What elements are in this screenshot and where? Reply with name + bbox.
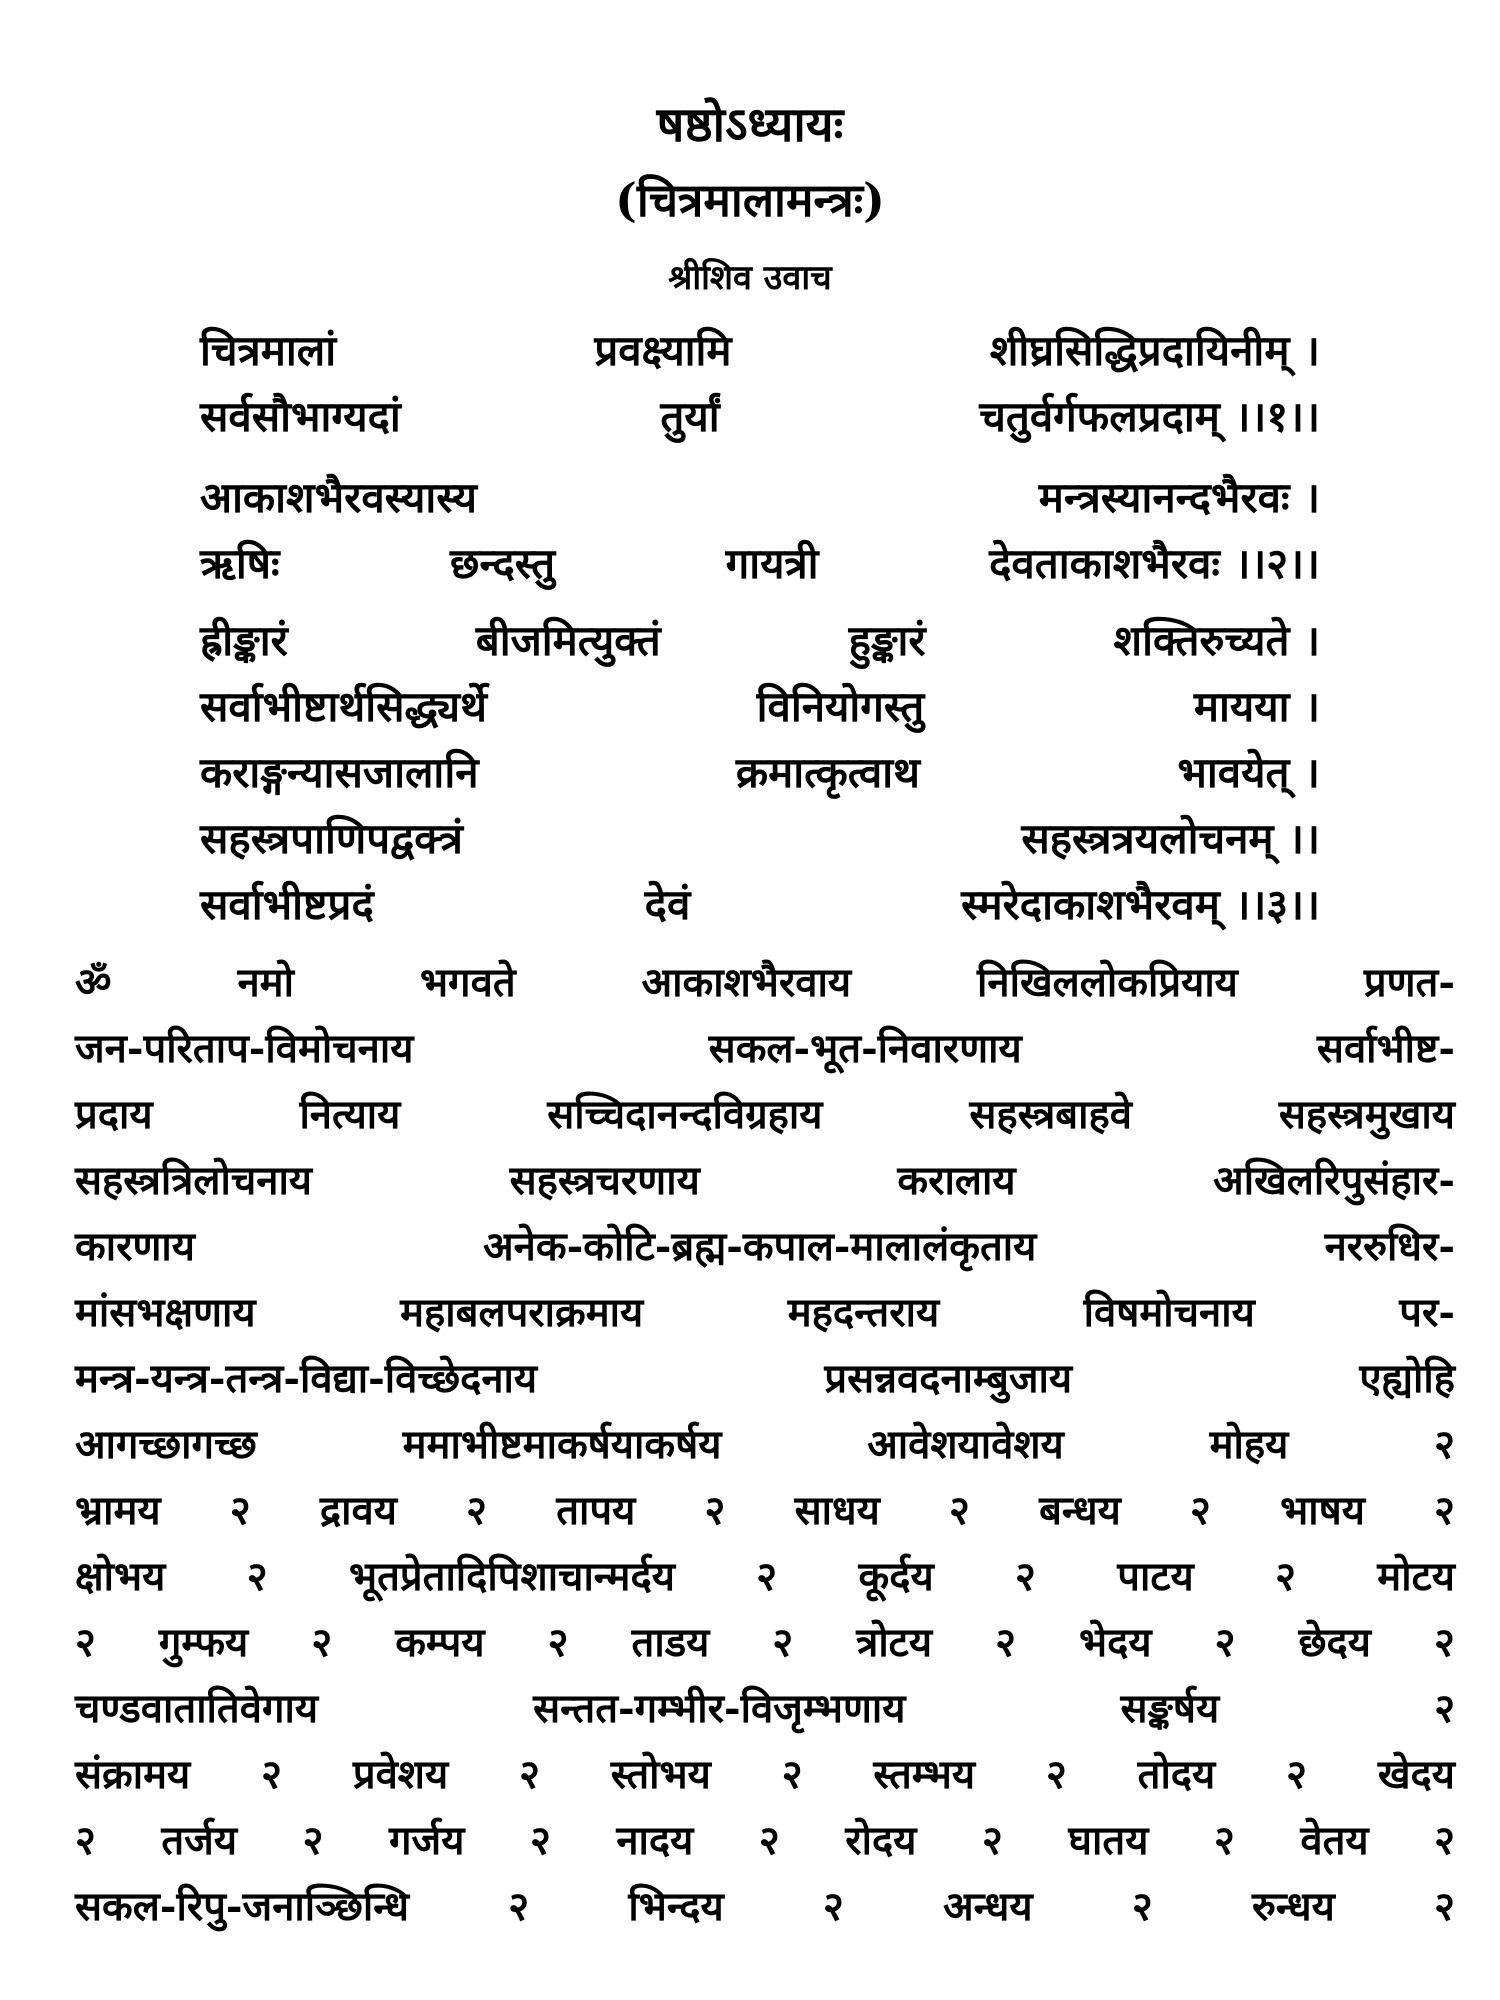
mantra-word: सकल-भूत-निवारणाय xyxy=(708,1025,1022,1072)
mantra-word: २ xyxy=(1434,1685,1455,1732)
chapter-subtitle: (चित्रमालामन्त्रः) xyxy=(615,173,885,227)
mantra-line xyxy=(75,1874,1455,1940)
mantra-word: २ xyxy=(75,1619,96,1666)
mantra-word: विषमोचनाय xyxy=(1083,1289,1255,1336)
mantra-word: २ xyxy=(982,1817,1003,1864)
mantra-line xyxy=(75,1280,1455,1346)
mantra-word: निखिललोकप्रियाय xyxy=(977,959,1238,1006)
mantra-word: तोदय xyxy=(1137,1751,1216,1798)
verse-word: शीघ्रसिद्धिप्रदायिनीम् । xyxy=(989,326,1320,375)
mantra-word: २ xyxy=(1434,1883,1455,1930)
mantra-word: सहस्त्रचरणाय xyxy=(509,1157,700,1204)
mantra-word: सहस्त्रत्रिलोचनाय xyxy=(75,1157,312,1204)
mantra-word: २ xyxy=(823,1883,844,1930)
mantra-word: कूर्दय xyxy=(858,1553,934,1600)
mantra-word: प्रसन्नवदनाम्बुजाय xyxy=(824,1355,1073,1402)
mantra-word: २ xyxy=(772,1619,794,1666)
mantra-word: रुन्धय xyxy=(1252,1883,1335,1930)
mantra-word: सहस्त्रबाहवे xyxy=(969,1091,1132,1138)
mantra-word: गर्जय xyxy=(389,1817,465,1864)
verse-word: बीजमित्युक्तं xyxy=(475,616,661,665)
mantra-word: भेदय xyxy=(1078,1619,1152,1666)
mantra-word: २ xyxy=(1015,1553,1036,1600)
mantra-word: नमो xyxy=(237,959,294,1006)
mantra-word: द्रावय xyxy=(319,1487,397,1534)
mantra-word: २ xyxy=(756,1553,778,1600)
mantra-word: २ xyxy=(75,1817,96,1864)
mantra-word: २ xyxy=(781,1751,803,1798)
mantra-word: २ xyxy=(1434,1421,1455,1468)
mantra-word: मन्त्र-यन्त्र-तन्त्र-विद्या-विच्छेदनाय xyxy=(75,1355,538,1402)
mantra-word: २ xyxy=(995,1619,1016,1666)
verse-word: मायया । xyxy=(1193,682,1320,731)
mantra-word: महदन्तराय xyxy=(787,1289,940,1336)
verse-word: ह्रीङ्कारं xyxy=(200,616,288,665)
mantra-word: पाटय xyxy=(1117,1553,1194,1600)
verse-word: भावयेत् । xyxy=(1177,748,1320,797)
verse-word: तुर्यां xyxy=(660,392,720,441)
verse-word: देवं xyxy=(644,880,691,929)
verse-line xyxy=(200,465,1320,531)
mantra-word: अन्धय xyxy=(943,1883,1033,1930)
mantra-word: गुम्फय xyxy=(158,1619,249,1666)
mantra-word: स्तोभय xyxy=(610,1751,711,1798)
mantra-word: सहस्त्रमुखाय xyxy=(1278,1091,1455,1138)
mantra-line xyxy=(75,1016,1455,1082)
mantra-word: रोदय xyxy=(845,1817,917,1864)
verse-word: चतुर्वर्गफलप्रदाम् ।।१।। xyxy=(979,392,1320,441)
verse-word: विनियोगस्तु xyxy=(756,682,925,731)
mantra-word: मोहय xyxy=(1209,1421,1289,1468)
mantra-word: एह्योहि xyxy=(1359,1355,1455,1402)
mantra-word: २ xyxy=(1045,1751,1067,1798)
mantra-word: कम्पय xyxy=(395,1619,485,1666)
mantra-line xyxy=(75,1676,1455,1742)
mantra-line xyxy=(75,1346,1455,1412)
mantra-word: ॐ xyxy=(75,959,112,1006)
mantra-paragraph xyxy=(75,950,1455,1940)
mantra-word: वेतय xyxy=(1300,1817,1369,1864)
mantra-word: सकल-रिपु-जनाञ्छिन्धि xyxy=(75,1883,409,1930)
verse-line xyxy=(200,740,1320,806)
mantra-word: भगवते xyxy=(419,959,516,1006)
mantra-line xyxy=(75,1808,1455,1874)
mantra-word: २ xyxy=(1131,1883,1153,1930)
mantra-word: स्तम्भय xyxy=(873,1751,976,1798)
mantra-word: आगच्छागच्छ xyxy=(75,1421,257,1468)
mantra-word: सर्वाभीष्ट- xyxy=(1316,1025,1455,1072)
verse-word: क्रमात्कृत्वाथ xyxy=(735,748,920,797)
verse-line xyxy=(200,384,1320,450)
mantra-word: चण्डवातातिवेगाय xyxy=(75,1685,319,1732)
verse-word: मन्त्रस्यानन्दभैरवः । xyxy=(1038,473,1320,522)
verse-word: ऋषिः xyxy=(200,539,280,588)
mantra-word: प्रदाय xyxy=(75,1091,153,1138)
mantra-word: सन्तत-गम्भीर-विजृम्भणाय xyxy=(533,1685,906,1732)
mantra-word: भिन्दय xyxy=(628,1883,724,1930)
mantra-line xyxy=(75,1610,1455,1676)
verse-word: स्मरेदाकाशभैरवम् ।।३।। xyxy=(961,880,1320,929)
mantra-word: साधय xyxy=(794,1487,880,1534)
mantra-word: जन-परिताप-विमोचनाय xyxy=(75,1025,414,1072)
mantra-word: २ xyxy=(519,1751,540,1798)
mantra-word: घातय xyxy=(1068,1817,1149,1864)
mantra-word: बन्धय xyxy=(1039,1487,1121,1534)
mantra-word: मोटय xyxy=(1377,1553,1455,1600)
mantra-word: तर्जय xyxy=(161,1817,238,1864)
mantra-word: २ xyxy=(466,1487,487,1534)
verse-line xyxy=(200,318,1320,384)
mantra-word: २ xyxy=(758,1817,780,1864)
mantra-word: करालाय xyxy=(897,1157,1016,1204)
mantra-word: २ xyxy=(1434,1487,1455,1534)
verse-word: हुङ्कारं xyxy=(848,616,926,665)
verse-word: कराङ्गन्यासजालानि xyxy=(200,748,479,797)
mantra-word: २ xyxy=(229,1487,251,1534)
mantra-word: आकाशभैरवाय xyxy=(641,959,852,1006)
mantra-word: मांसभक्षणाय xyxy=(75,1289,256,1336)
mantra-word: सच्चिदानन्दविग्रहाय xyxy=(547,1091,823,1138)
mantra-word: तापय xyxy=(556,1487,636,1534)
mantra-word: नररुधिर- xyxy=(1324,1223,1455,1270)
mantra-word: सङ्कर्षय xyxy=(1120,1685,1220,1732)
mantra-line xyxy=(75,1148,1455,1214)
mantra-word: २ xyxy=(704,1487,726,1534)
verse-word: सहस्त्रत्रयलोचनम् ।। xyxy=(1021,814,1320,863)
mantra-word: २ xyxy=(1434,1817,1455,1864)
mantra-word: अखिलरिपुसंहार- xyxy=(1213,1157,1455,1204)
mantra-word: अनेक-कोटि-ब्रह्म-कपाल-मालालंकृताय xyxy=(483,1223,1037,1270)
mantra-word: छेदय xyxy=(1298,1619,1371,1666)
verse-word: आकाशभैरवस्यास्य xyxy=(200,473,477,522)
mantra-word: २ xyxy=(508,1883,530,1930)
mantra-word: ताडय xyxy=(631,1619,710,1666)
mantra-word: २ xyxy=(547,1619,569,1666)
verse-3 xyxy=(200,608,1320,938)
verse-line xyxy=(200,806,1320,872)
mantra-word: २ xyxy=(1286,1751,1307,1798)
verse-word: गायत्री xyxy=(725,539,819,588)
mantra-word: खेदय xyxy=(1377,1751,1455,1798)
verse-word: छन्दस्तु xyxy=(450,539,556,588)
mantra-word: संक्रामय xyxy=(75,1751,191,1798)
mantra-line xyxy=(75,1478,1455,1544)
mantra-word: २ xyxy=(529,1817,551,1864)
mantra-word: भूतप्रेतादिपिशाचान्मर्दय xyxy=(348,1553,675,1600)
verse-word: सहस्त्रपाणिपद्वक्त्रं xyxy=(200,814,463,863)
mantra-word: ममाभीष्टमाकर्षयाकर्षय xyxy=(402,1421,722,1468)
mantra-word: २ xyxy=(1275,1553,1296,1600)
verse-word: सर्वाभीष्टप्रदं xyxy=(200,880,374,929)
mantra-line xyxy=(75,950,1455,1016)
mantra-word: २ xyxy=(1190,1487,1211,1534)
verse-word: शक्तिरुच्यते । xyxy=(1113,616,1320,665)
mantra-word: भ्रामय xyxy=(75,1487,161,1534)
mantra-word: पर- xyxy=(1399,1289,1455,1336)
verse-line xyxy=(200,531,1320,597)
verse-line xyxy=(200,608,1320,674)
verse-word: देवताकाशभैरवः ।।२।। xyxy=(989,539,1320,588)
mantra-word: त्रोटय xyxy=(856,1619,933,1666)
chapter-title: षष्ठोऽध्यायः xyxy=(656,97,844,153)
verse-word: चित्रमालां xyxy=(200,326,337,375)
mantra-word: २ xyxy=(246,1553,268,1600)
mantra-word: २ xyxy=(949,1487,970,1534)
verse-word: सर्वाभीष्टार्थसिद्ध्यर्थे xyxy=(200,682,487,731)
verse-2 xyxy=(200,465,1320,597)
mantra-word: क्षोभय xyxy=(75,1553,166,1600)
verse-line xyxy=(200,872,1320,938)
verse-word: सर्वसौभाग्यदां xyxy=(200,392,401,441)
verse-line xyxy=(200,674,1320,740)
mantra-word: भाषय xyxy=(1280,1487,1365,1534)
speaker-heading: श्रीशिव उवाच xyxy=(668,258,832,298)
mantra-line xyxy=(75,1214,1455,1280)
mantra-line xyxy=(75,1082,1455,1148)
mantra-word: आवेशयावेशय xyxy=(867,1421,1064,1468)
mantra-word: २ xyxy=(1434,1619,1455,1666)
verse-word: प्रवक्ष्यामि xyxy=(594,326,732,375)
mantra-word: २ xyxy=(1213,1817,1235,1864)
mantra-line xyxy=(75,1412,1455,1478)
mantra-word: प्रवेशय xyxy=(352,1751,449,1798)
mantra-word: नित्याय xyxy=(299,1091,401,1138)
mantra-word: नादय xyxy=(616,1817,694,1864)
mantra-line xyxy=(75,1544,1455,1610)
mantra-word: महाबलपराक्रमाय xyxy=(400,1289,644,1336)
verse-1 xyxy=(200,318,1320,450)
mantra-word: २ xyxy=(261,1751,282,1798)
mantra-word: २ xyxy=(302,1817,324,1864)
mantra-word: प्रणत- xyxy=(1363,959,1455,1006)
mantra-word: कारणाय xyxy=(75,1223,195,1270)
mantra-word: २ xyxy=(1214,1619,1236,1666)
mantra-word: २ xyxy=(311,1619,333,1666)
mantra-line xyxy=(75,1742,1455,1808)
